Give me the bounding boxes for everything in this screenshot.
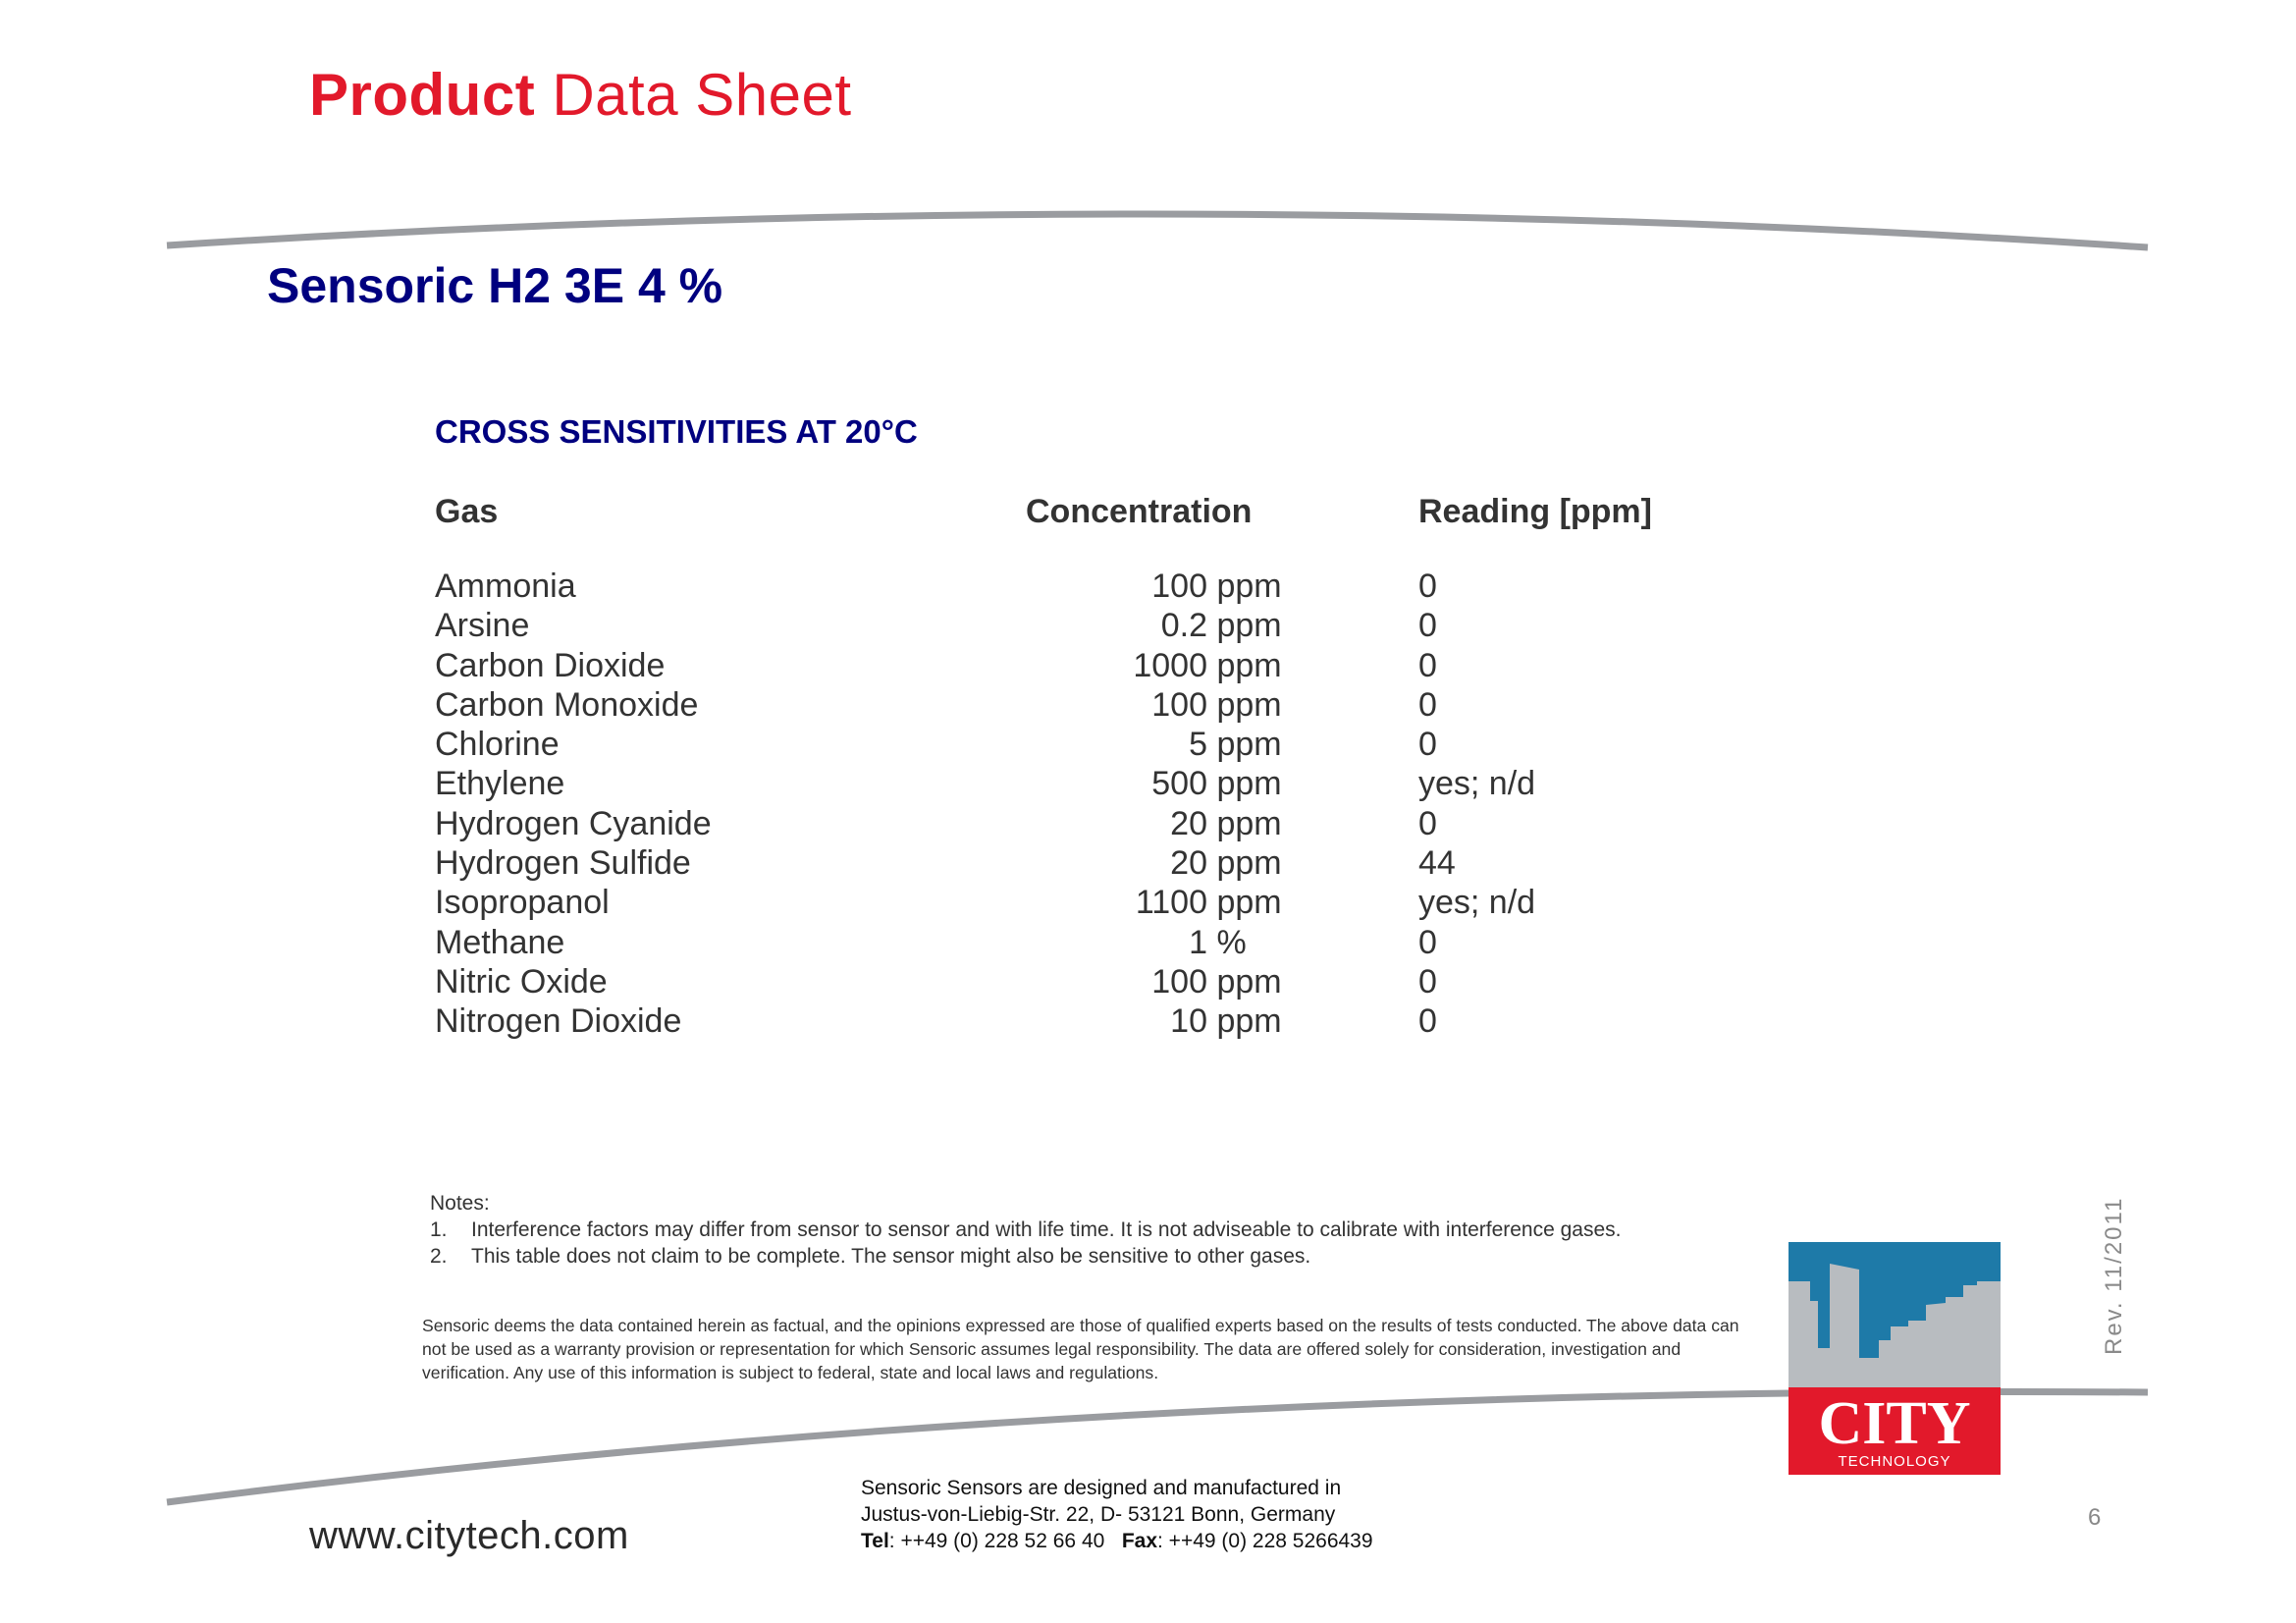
header-title-bold: Product [309, 62, 536, 128]
fax-value: : ++49 (0) 228 5266439 [1157, 1530, 1373, 1552]
table-row [435, 647, 1515, 686]
notes-title: Notes: [430, 1192, 490, 1215]
reading-cell: 0 [1418, 646, 1437, 684]
reading-cell: 0 [1418, 685, 1437, 724]
fax-label: Fax [1121, 1530, 1158, 1552]
reading-cell: yes; n/d [1418, 884, 1536, 922]
concentration-value: 100 [1151, 568, 1207, 605]
disclaimer: Sensoric deems the data contained herein as factual, and the opinions expressed are those of qualified experts based on the results of tests conducted. The above data can not be used as a warranty provision or representation for which Sensoric assumes legal responsibility. The data are offered solely for consideration, investigation and verification. Any use of this information is subject to federal, state and local laws and regulations. [422, 1316, 1739, 1382]
footer-line-2: Justus-von-Liebig-Str. 22, D- 53121 Bonn, Germany [861, 1503, 1336, 1526]
concentration-unit: ppm [1216, 884, 1282, 922]
gas-cell: Hydrogen Sulfide [435, 844, 691, 883]
note-item [430, 1217, 1622, 1243]
reading-cell: yes; n/d [1418, 765, 1536, 803]
cross-sensitivity-table [435, 568, 1536, 1043]
gas-cell: Nitrogen Dioxide [435, 1002, 682, 1041]
concentration-value: 20 [1170, 844, 1207, 883]
table-row [435, 686, 1515, 726]
footer-line-3 [861, 1528, 1373, 1554]
concentration-unit: ppm [1216, 765, 1282, 803]
concentration-unit: % [1216, 923, 1247, 961]
gas-cell: Ammonia [435, 568, 576, 605]
table-row [435, 765, 1536, 804]
section-heading: CROSS SENSITIVITIES AT 20°C [435, 413, 918, 450]
column-header-gas: Gas [435, 493, 499, 530]
website-link[interactable]: www.citytech.com [309, 1514, 629, 1557]
logo-text: CITY [1818, 1390, 1971, 1457]
concentration-unit: ppm [1216, 568, 1282, 605]
concentration-value: 500 [1151, 765, 1207, 803]
gas-cell: Isopropanol [435, 884, 610, 922]
reading-cell: 0 [1418, 804, 1437, 842]
reading-cell: 0 [1418, 923, 1437, 961]
concentration-unit: ppm [1216, 726, 1282, 764]
gas-cell: Chlorine [435, 726, 560, 764]
page-number: 6 [2088, 1504, 2102, 1531]
reading-cell: 44 [1418, 844, 1456, 883]
gas-cell: Nitric Oxide [435, 962, 608, 1001]
gas-cell: Methane [435, 923, 565, 961]
city-technology-logo [1789, 1242, 2001, 1475]
concentration-value: 20 [1170, 804, 1207, 842]
revision-label: Rev. 11/2011 [2101, 1196, 2127, 1355]
product-name: Sensoric H2 3E 4 % [267, 258, 723, 313]
table-row [435, 568, 1515, 607]
top-swoosh [167, 214, 2148, 247]
column-header-concentration: Concentration [1026, 493, 1253, 530]
concentration-value: 100 [1151, 962, 1207, 1001]
concentration-unit: ppm [1216, 607, 1282, 645]
concentration-value: 5 [1189, 726, 1207, 764]
concentration-unit: ppm [1216, 962, 1282, 1001]
table-row [435, 607, 1515, 646]
concentration-unit: ppm [1216, 1002, 1282, 1041]
concentration-unit: ppm [1216, 804, 1282, 842]
reading-cell: 0 [1418, 962, 1437, 1001]
header-title-rest: Data Sheet [552, 62, 852, 128]
gas-cell: Carbon Monoxide [435, 685, 699, 724]
tel-value: : ++49 (0) 228 52 66 40 [888, 1530, 1105, 1552]
concentration-value: 10 [1170, 1002, 1207, 1041]
gas-cell: Hydrogen Cyanide [435, 804, 712, 842]
note-number: 2. [430, 1245, 448, 1268]
concentration-unit: ppm [1216, 844, 1282, 883]
tel-label: Tel [861, 1530, 889, 1552]
table-row [435, 1002, 1515, 1042]
reading-cell: 0 [1418, 568, 1437, 605]
gas-cell: Carbon Dioxide [435, 646, 666, 684]
gas-cell: Arsine [435, 607, 530, 645]
table-row [435, 884, 1536, 923]
table-row [435, 924, 1515, 963]
note-text: This table does not claim to be complete. The sensor might also be sensitive to other gases. [471, 1245, 1311, 1268]
concentration-value: 0.2 [1160, 607, 1207, 645]
notes [430, 1190, 1622, 1270]
note-item [430, 1243, 1622, 1270]
concentration-value: 100 [1151, 685, 1207, 724]
note-text: Interference factors may differ from sensor to sensor and with life time. It is not adviseable to calibrate with interference gases. [471, 1218, 1622, 1241]
concentration-value: 1 [1189, 923, 1207, 961]
table-row [435, 805, 1515, 844]
column-header-reading: Reading [ppm] [1418, 493, 1652, 530]
concentration-value: 1000 [1133, 646, 1207, 684]
reading-cell: 0 [1418, 726, 1437, 764]
table-row [435, 963, 1515, 1002]
table-row [435, 726, 1515, 765]
note-number: 1. [430, 1218, 448, 1241]
concentration-unit: ppm [1216, 646, 1282, 684]
concentration-value: 1100 [1135, 884, 1207, 922]
table-row [435, 844, 1515, 884]
reading-cell: 0 [1418, 1002, 1437, 1041]
concentration-unit: ppm [1216, 685, 1282, 724]
reading-cell: 0 [1418, 607, 1437, 645]
footer-line-1: Sensoric Sensors are designed and manufactured in [861, 1477, 1342, 1499]
footer-contact [861, 1475, 1373, 1554]
logo-subtext: TECHNOLOGY [1838, 1453, 1951, 1470]
gas-cell: Ethylene [435, 765, 565, 803]
